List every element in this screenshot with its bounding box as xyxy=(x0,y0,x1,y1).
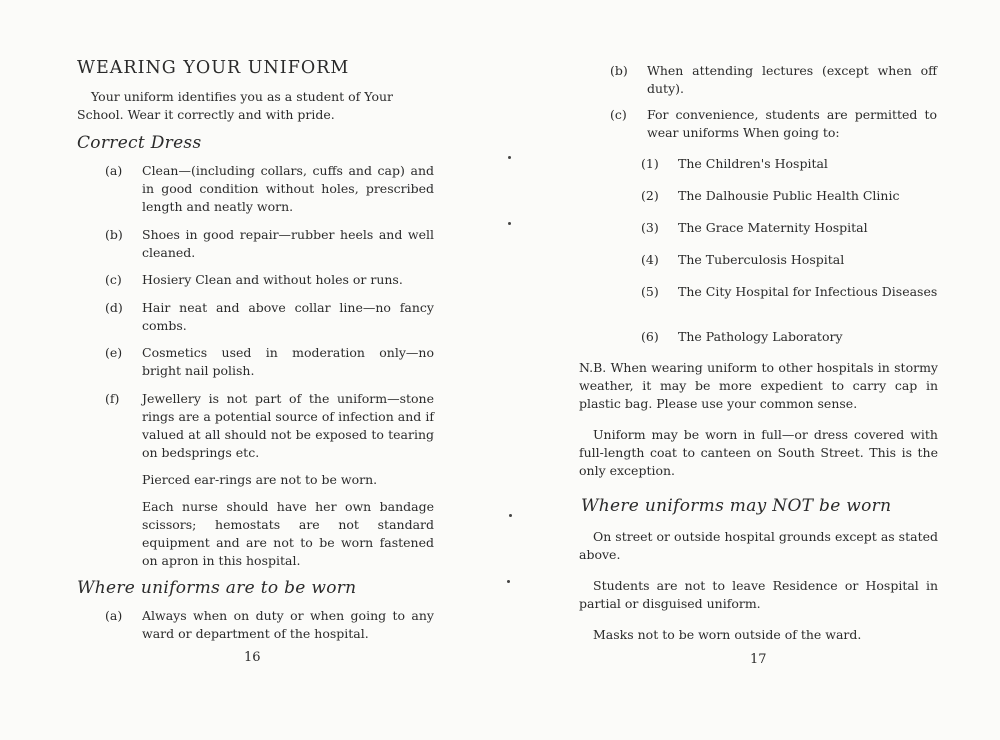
item-marker: (3) xyxy=(641,220,659,235)
item-marker: (5) xyxy=(641,284,659,299)
right-page xyxy=(500,0,1000,740)
item-text: The Pathology Laboratory xyxy=(678,329,843,344)
item-text: The City Hospital for Infectious Diseases xyxy=(678,284,938,299)
page-title: WEARING YOUR UNIFORM xyxy=(77,58,350,78)
item-marker: (b) xyxy=(105,227,123,242)
item-text: For convenience, students are permitted to wear uniforms When going to: xyxy=(647,107,937,140)
item-text: The Dalhousie Public Health Clinic xyxy=(678,188,900,203)
item-text: Hosiery Clean and without holes or runs. xyxy=(142,272,403,287)
item-marker: (f) xyxy=(105,391,120,406)
item-marker: (4) xyxy=(641,252,659,267)
page-number-right: 17 xyxy=(750,652,767,667)
item-text: The Tuberculosis Hospital xyxy=(678,252,845,267)
item-text: Always when on duty or when going to any ward or department of the hospital. xyxy=(142,608,434,641)
correct-dress-heading: Correct Dress xyxy=(77,133,202,153)
full-uniform-paragraph: Uniform may be worn in full—or dress covered with full-length coat to canteen on South Street. This is the only exception. xyxy=(579,427,938,478)
where-worn-heading: Where uniforms are to be worn xyxy=(77,578,357,598)
intro-paragraph: Your uniform identifies you as a student of Your School. Wear it correctly and with pride. xyxy=(77,89,393,122)
item-text: When attending lectures (except when off duty). xyxy=(647,63,937,96)
item-text: The Grace Maternity Hospital xyxy=(678,220,868,235)
not-worn-p3: Masks not to be worn outside of the ward. xyxy=(593,627,862,642)
item-text: Shoes in good repair—rubber heels and well cleaned. xyxy=(142,227,434,260)
item-marker: (1) xyxy=(641,156,659,171)
not-worn-p2: Students are not to leave Residence or Hospital in partial or disguised uniform. xyxy=(579,578,938,611)
item-marker: (e) xyxy=(105,345,123,360)
item-marker: (d) xyxy=(105,300,123,315)
item-marker: (c) xyxy=(610,107,627,122)
item-marker: (a) xyxy=(105,608,123,623)
item-text: Hair neat and above collar line—no fancy combs. xyxy=(142,300,434,333)
item-marker: (6) xyxy=(641,329,659,344)
scissors-note: Each nurse should have her own bandage scissors; hemostats are not standard equipment and are not to be worn fastened on apron in this hospital. xyxy=(142,499,434,568)
item-marker: (b) xyxy=(610,63,628,78)
item-marker: (c) xyxy=(105,272,122,287)
not-worn-heading: Where uniforms may NOT be worn xyxy=(581,496,892,516)
not-worn-p1: On street or outside hospital grounds except as stated above. xyxy=(579,529,938,562)
earrings-note: Pierced ear-rings are not to be worn. xyxy=(142,472,378,487)
item-marker: (2) xyxy=(641,188,659,203)
item-marker: (a) xyxy=(105,163,123,178)
nb-paragraph: N.B. When wearing uniform to other hospitals in stormy weather, it may be more expedient to carry cap in plastic bag. Please use your common sense. xyxy=(579,360,938,411)
item-text: Cosmetics used in moderation only—no bright nail polish. xyxy=(142,345,434,378)
item-text: Clean—(including collars, cuffs and cap) and in good condition without holes, prescribed length and neatly worn. xyxy=(142,163,434,214)
item-text: The Children's Hospital xyxy=(678,156,828,171)
item-text: Jewellery is not part of the uniform—stone rings are a potential source of infection and if valued at all should not be exposed to tearing on bedsprings etc. xyxy=(142,391,434,460)
page-number-left: 16 xyxy=(244,650,261,665)
